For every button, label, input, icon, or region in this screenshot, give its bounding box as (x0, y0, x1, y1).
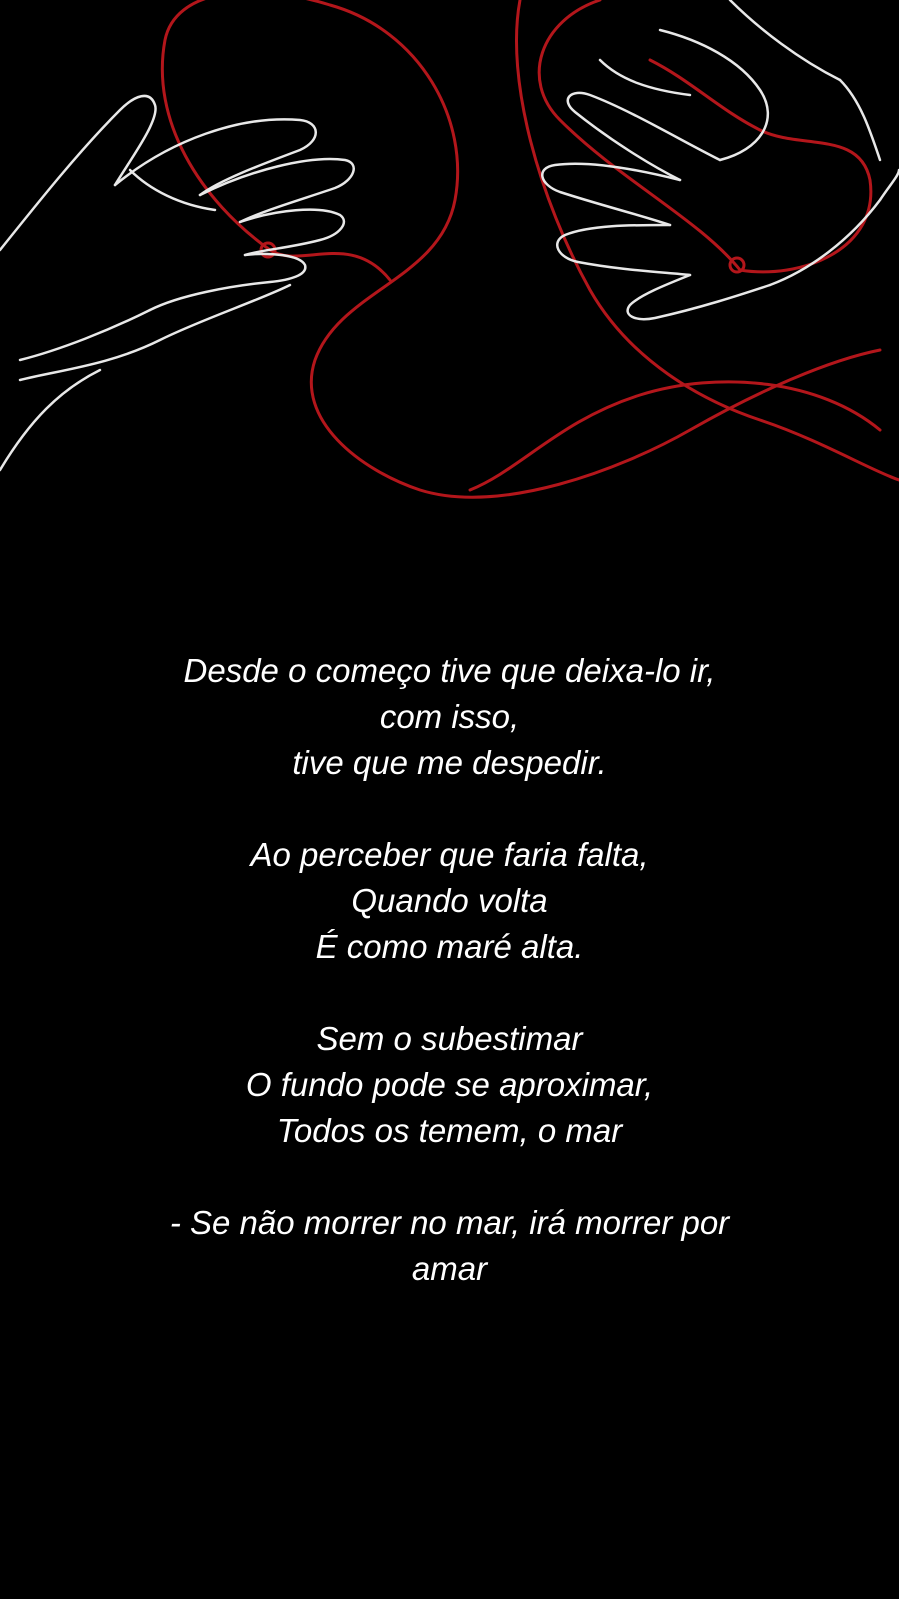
poem-line: É como maré alta. (315, 928, 584, 965)
right-hand-sketch (542, 0, 899, 319)
stanza-2 (0, 832, 899, 970)
poem-line: com isso, (379, 698, 520, 735)
poem-line: Desde o começo tive que deixa-lo ir, (183, 652, 716, 689)
stanza-4 (0, 1200, 899, 1292)
poem-line: Quando volta (351, 882, 548, 919)
poem (0, 648, 899, 1292)
poem-line: tive que me despedir. (292, 744, 607, 781)
left-hand-sketch (0, 96, 354, 470)
poem-line: Ao perceber que faria falta, (250, 836, 649, 873)
hands-red-thread-illustration (0, 0, 899, 520)
poem-line: - Se não morrer no mar, irá morrer por amar (169, 1204, 730, 1287)
poem-line: Sem o subestimar (316, 1020, 583, 1057)
poem-line: Todos os temem, o mar (276, 1112, 623, 1149)
stanza-3 (0, 1016, 899, 1154)
poem-line: O fundo pode se aproximar, (245, 1066, 654, 1103)
stanza-1 (0, 648, 899, 786)
